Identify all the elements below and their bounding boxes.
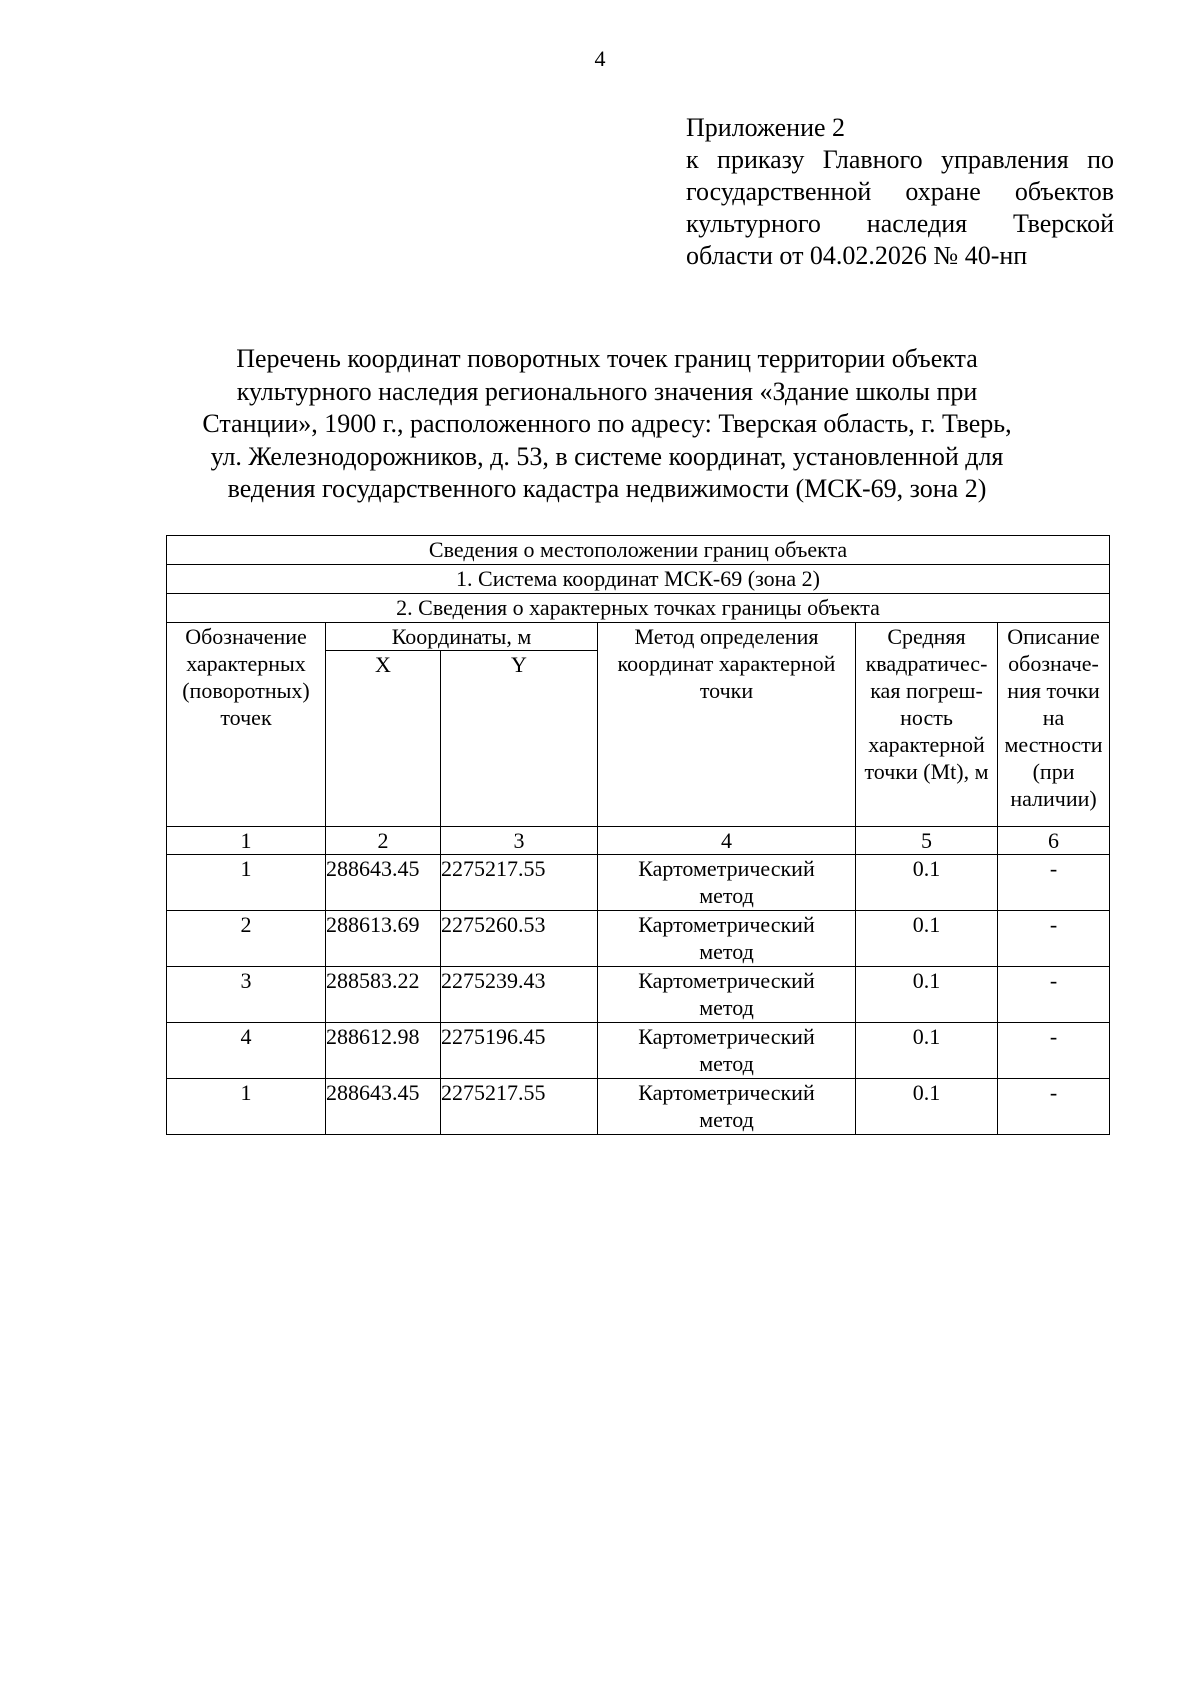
column-number: 5 bbox=[856, 827, 998, 855]
header-text-line: точек bbox=[220, 705, 272, 730]
header-designation bbox=[167, 623, 326, 827]
header-text-line: ния точки bbox=[1007, 678, 1100, 703]
method-line: Картометрический bbox=[638, 1080, 815, 1105]
y-coordinate: 2275239.43 bbox=[441, 967, 598, 1023]
method bbox=[598, 967, 856, 1023]
x-coordinate: 288643.45 bbox=[326, 855, 441, 911]
y-coordinate: 2275217.55 bbox=[441, 1079, 598, 1135]
mean-error: 0.1 bbox=[856, 1079, 998, 1135]
header-text-line: Средняя bbox=[887, 624, 966, 649]
table-row bbox=[167, 1079, 1110, 1135]
title-line: Перечень координат поворотных точек границ территории объекта bbox=[236, 344, 978, 373]
mean-error: 0.1 bbox=[856, 1023, 998, 1079]
header-text-line: точки (Mt), м bbox=[864, 759, 989, 784]
description: - bbox=[998, 1079, 1110, 1135]
method bbox=[598, 1023, 856, 1079]
header-text-line: точки bbox=[699, 678, 754, 703]
column-number-row bbox=[167, 827, 1110, 855]
header-y: Y bbox=[441, 651, 598, 827]
method-line: метод bbox=[699, 1051, 754, 1076]
coordinates-table bbox=[166, 535, 1110, 1135]
header-text-line: квадратичес- bbox=[865, 651, 988, 676]
header-text-line: ность bbox=[900, 705, 953, 730]
method-line: метод bbox=[699, 939, 754, 964]
x-coordinate: 288583.22 bbox=[326, 967, 441, 1023]
header-text-line: на bbox=[1042, 705, 1065, 730]
appendix-block bbox=[686, 112, 1114, 272]
y-coordinate: 2275260.53 bbox=[441, 911, 598, 967]
point-id: 3 bbox=[167, 967, 326, 1023]
document-title bbox=[186, 343, 1028, 506]
method-line: метод bbox=[699, 995, 754, 1020]
table-row bbox=[167, 967, 1110, 1023]
page-number: 4 bbox=[594, 46, 606, 71]
appendix-line: культурного наследия Тверской bbox=[686, 209, 1114, 238]
title-line: Станции», 1900 г., расположенного по адресу: Тверская область, г. Тверь, bbox=[202, 409, 1012, 438]
x-coordinate: 288613.69 bbox=[326, 911, 441, 967]
title-line: ул. Железнодорожников, д. 53, в системе координат, установленной для bbox=[210, 441, 1004, 471]
x-coordinate: 288612.98 bbox=[326, 1023, 441, 1079]
appendix-line: области от 04.02.2026 № 40-нп bbox=[686, 241, 1028, 270]
y-coordinate: 2275196.45 bbox=[441, 1023, 598, 1079]
header-description bbox=[998, 623, 1110, 827]
header-text-line: местности bbox=[1004, 732, 1103, 757]
header-x: X bbox=[326, 651, 441, 827]
appendix-line: государственной охране объектов bbox=[686, 177, 1114, 206]
method-line: метод bbox=[699, 883, 754, 908]
method-line: Картометрический bbox=[638, 856, 815, 881]
table-row bbox=[167, 1023, 1110, 1079]
header-text-line: (при bbox=[1032, 759, 1075, 784]
table-row bbox=[167, 855, 1110, 911]
column-number: 2 bbox=[326, 827, 441, 855]
description: - bbox=[998, 1023, 1110, 1079]
column-number: 4 bbox=[598, 827, 856, 855]
point-id: 4 bbox=[167, 1023, 326, 1079]
header-text-line: координат характерной bbox=[617, 651, 836, 676]
header-text-line: кая погреш- bbox=[870, 678, 983, 703]
y-coordinate: 2275217.55 bbox=[441, 855, 598, 911]
column-number: 1 bbox=[167, 827, 326, 855]
mean-error: 0.1 bbox=[856, 911, 998, 967]
point-id: 1 bbox=[167, 1079, 326, 1135]
method-line: Картометрический bbox=[638, 1024, 815, 1049]
mean-error: 0.1 bbox=[856, 855, 998, 911]
header-text-line: наличии) bbox=[1010, 786, 1097, 811]
header-text-line: (поворотных) bbox=[182, 678, 310, 703]
table-row bbox=[167, 911, 1110, 967]
point-id: 2 bbox=[167, 911, 326, 967]
method-line: Картометрический bbox=[638, 968, 815, 993]
header-mean-error bbox=[856, 623, 998, 827]
method-line: Картометрический bbox=[638, 912, 815, 937]
description: - bbox=[998, 855, 1110, 911]
header-coordinates: Координаты, м bbox=[326, 623, 598, 651]
header-text-line: характерных bbox=[186, 651, 306, 676]
method-line: метод bbox=[699, 1107, 754, 1132]
header-text-line: характерной bbox=[868, 732, 985, 757]
header-text-line: Метод определения bbox=[634, 624, 819, 649]
x-coordinate: 288643.45 bbox=[326, 1079, 441, 1135]
table-banner-points: 2. Сведения о характерных точках границы объекта bbox=[167, 594, 1110, 623]
header-text-line: обозначе- bbox=[1008, 651, 1099, 676]
header-text-line: Обозначение bbox=[185, 624, 307, 649]
title-line: культурного наследия регионального значения «Здание школы при bbox=[236, 376, 978, 406]
method bbox=[598, 1079, 856, 1135]
method bbox=[598, 911, 856, 967]
description: - bbox=[998, 967, 1110, 1023]
column-number: 3 bbox=[441, 827, 598, 855]
column-number: 6 bbox=[998, 827, 1110, 855]
table-banner-coordinate-system: 1. Система координат МСК-69 (зона 2) bbox=[167, 565, 1110, 594]
header-text-line: Описание bbox=[1007, 624, 1100, 649]
description: - bbox=[998, 911, 1110, 967]
header-method bbox=[598, 623, 856, 827]
point-id: 1 bbox=[167, 855, 326, 911]
appendix-line: к приказу Главного управления по bbox=[686, 145, 1114, 174]
title-line: ведения государственного кадастра недвижимости (МСК-69, зона 2) bbox=[227, 474, 987, 503]
method bbox=[598, 855, 856, 911]
mean-error: 0.1 bbox=[856, 967, 998, 1023]
table-banner-location: Сведения о местоположении границ объекта bbox=[167, 536, 1110, 565]
appendix-line: Приложение 2 bbox=[686, 113, 846, 142]
